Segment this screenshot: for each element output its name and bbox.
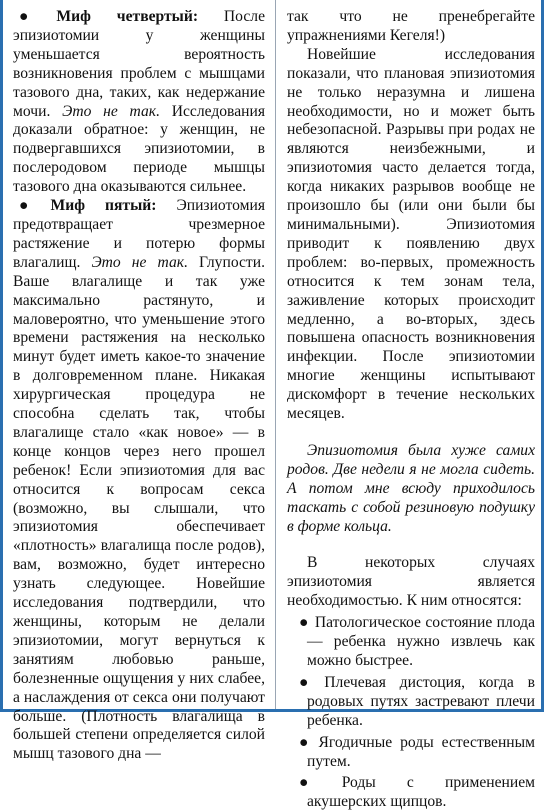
myth-four [13,8,265,197]
bullet-icon: ● [299,673,319,691]
testimonial-quote: Эпизиотомия была хуже самих родов. Две недели я не могла сидеть. А потом мне всюду приходилось таскать с собой резиновую подушку в форме кольца. [287,441,535,535]
myth-four-claim: После эпизиотомии у женщины уменьшается вероятность возникновения проблем с мышцами тазового дна, таких, как недержание мочи. [13,8,265,120]
myth-five-explanation: Глупости. Ваше влагалище и так уже максимально растянуто, и маловероятно, что уменьшение этого времени растяжения на несколько минут будет иметь какое-то значение в долговременном плане. Никакая хирургическая процедура не способна сделать так, чтобы влагалище стало «как новое» — в конце концов через него прошел ребенок! Если эпизиотомия для вас относится к вопросам секса (возможно, вы слышали, что эпизиотомия обеспечивает «плотность» влагалища после родов), вам, возможно, будет интересно узнать следующее. Новейшие исследования подтвердили, что женщины, которым не делали эпизиотомии, могут вернуться к занятиям любовью раньше, болезненные ощущения у них слабее, а наслаждения от секса они получают больше. (Плотность влагалища в большей степени определяется силой мышц тазового дна — [13,253,265,763]
bullet-icon: ● [299,774,336,792]
list-item: ● Плечевая дистоция, когда в родовых путях застревают плечи ребенка. [299,673,535,729]
myth-five-verdict: Это не так. [91,253,188,271]
paragraph-indications: В некоторых случаях эпизиотомия является необходимостью. К ним относятся: [287,554,535,610]
left-column [13,8,265,764]
list-item: ● Роды с применением акушерских щипцов. [299,774,535,811]
myth-five-heading: Миф пятый: [50,197,157,215]
list-item: ● Ягодичные роды естественным путем. [299,733,535,770]
list-item: ● Патологическое состояние плода — ребенка нужно извлечь как можно быстрее. [299,614,535,669]
myth-four-explanation: Исследования доказали обратное: у женщин, не подвергавшихся эпизиотомии, в послеродовом периоде мышцы тазового дна оказываются сильнее. [13,102,265,196]
continued-text: так что не пренебрегайте упражнениями Кегеля!) [287,8,535,44]
myth-five-claim: Эпизиотомия предотвращает чрезмерное растяжение и потерю формы влагалищ. [13,197,266,271]
bullet-icon: ● [299,614,309,632]
spacer [287,536,535,554]
column-divider [275,0,276,709]
bullet-icon: ● [19,8,51,25]
right-column [287,8,535,812]
bullet-icon: ● [299,733,313,751]
paragraph-research: Новейшие исследования показали, что плановая эпизиотомия не только неразумна и лишена необходимости, но и может быть небезопасной. Разрывы при родах не являются неизбежными, и эпизиотомия часто делается тогда, когда никаких разрывов вообще не произошло бы (или они были бы минимальными). Эпизиотомия приводит к появлению двух проблем: во-первых, промежность относится к тем зонам тела, заживление которых происходит медленно, а во-вторых, здесь повышена опасность возникновения инфекции. После эпизиотомии многие женщины испытывают дискомфорт в течение нескольких месяцев. [287,45,535,423]
myth-four-heading: Миф четвертый: [56,8,199,25]
myth-four-verdict: Это не так. [62,102,160,120]
myth-five [13,197,265,764]
indications-list [287,614,535,812]
bullet-icon: ● [19,197,45,215]
